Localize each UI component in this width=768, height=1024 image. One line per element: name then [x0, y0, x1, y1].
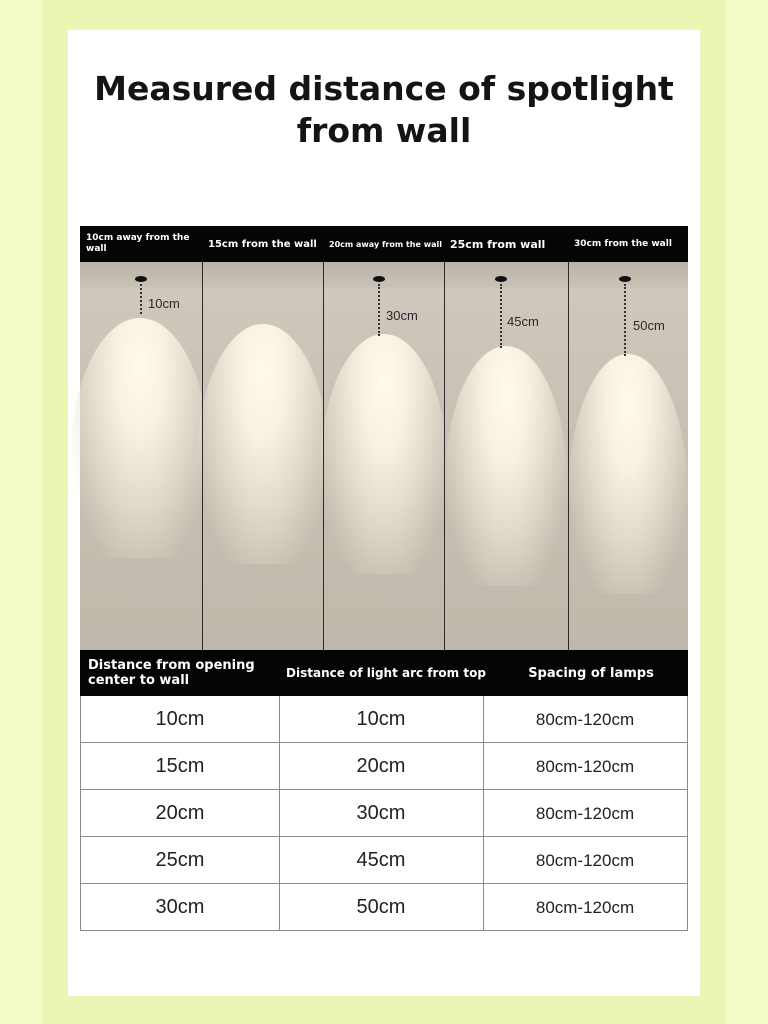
cell-opening: 15cm — [155, 755, 205, 777]
table-body — [80, 696, 688, 931]
ceiling — [202, 262, 323, 288]
table-row — [81, 884, 687, 931]
panel-divider — [568, 262, 569, 650]
distance-marker — [378, 284, 380, 336]
column-label-3: 20cm away from the wall — [329, 239, 442, 249]
table-row — [81, 696, 687, 743]
spotlight-photo — [80, 226, 688, 650]
column-label-5: 30cm from the wall — [574, 238, 672, 249]
table-row — [81, 837, 687, 884]
cell-spacing: 80cm-120cm — [535, 803, 635, 823]
header-lamp-spacing: Spacing of lamps — [528, 665, 654, 681]
spotlight-icon — [495, 276, 507, 282]
cell-arc: 10cm — [356, 708, 406, 730]
light-panel-5 — [568, 262, 688, 650]
panel-divider — [323, 262, 324, 650]
cell-arc: 30cm — [356, 802, 406, 824]
cell-arc: 20cm — [356, 755, 406, 777]
ceiling — [444, 262, 568, 288]
measurement-table — [80, 650, 688, 931]
light-panel-4 — [444, 262, 568, 650]
light-glow — [568, 354, 688, 594]
ceiling — [323, 262, 444, 288]
column-label-2: 15cm from the wall — [208, 238, 317, 250]
cell-opening: 10cm — [155, 708, 205, 730]
cell-spacing: 80cm-120cm — [535, 756, 635, 776]
distance-label: 50cm — [633, 318, 665, 333]
cell-opening: 25cm — [155, 849, 205, 871]
spotlight-icon — [135, 276, 147, 282]
cell-spacing: 80cm-120cm — [535, 850, 635, 870]
header-distance-opening: Distance from opening center to wall — [88, 658, 255, 688]
distance-label: 10cm — [148, 296, 180, 311]
cell-arc: 45cm — [356, 849, 406, 871]
cell-spacing: 80cm-120cm — [535, 897, 635, 917]
light-glow — [70, 318, 210, 558]
table-header — [80, 650, 688, 696]
distance-label: 30cm — [386, 308, 418, 323]
header-light-arc: Distance of light arc from top — [286, 665, 486, 680]
spotlight-icon — [373, 276, 385, 282]
spotlight-icon — [619, 276, 631, 282]
distance-marker — [140, 284, 142, 314]
cell-opening: 30cm — [155, 896, 205, 918]
light-glow — [196, 324, 330, 564]
distance-marker — [624, 284, 626, 356]
distance-marker — [500, 284, 502, 348]
panel-divider — [202, 262, 203, 650]
cell-spacing: 80cm-120cm — [535, 709, 635, 729]
panel-divider — [444, 262, 445, 650]
column-label-4: 25cm from wall — [450, 237, 546, 251]
cell-arc: 50cm — [356, 896, 406, 918]
column-label-1: 10cm away from the wall — [86, 233, 190, 254]
table-row — [81, 743, 687, 790]
ceiling — [568, 262, 688, 288]
distance-label: 45cm — [507, 314, 539, 329]
cell-opening: 20cm — [155, 802, 205, 824]
light-glow — [444, 346, 568, 586]
page-title: Measured distance of spotlight from wall — [94, 69, 674, 150]
light-panel-2 — [202, 262, 323, 650]
light-panel-3 — [323, 262, 444, 650]
light-glow — [319, 334, 449, 574]
table-row — [81, 790, 687, 837]
light-panel-1 — [80, 262, 202, 650]
